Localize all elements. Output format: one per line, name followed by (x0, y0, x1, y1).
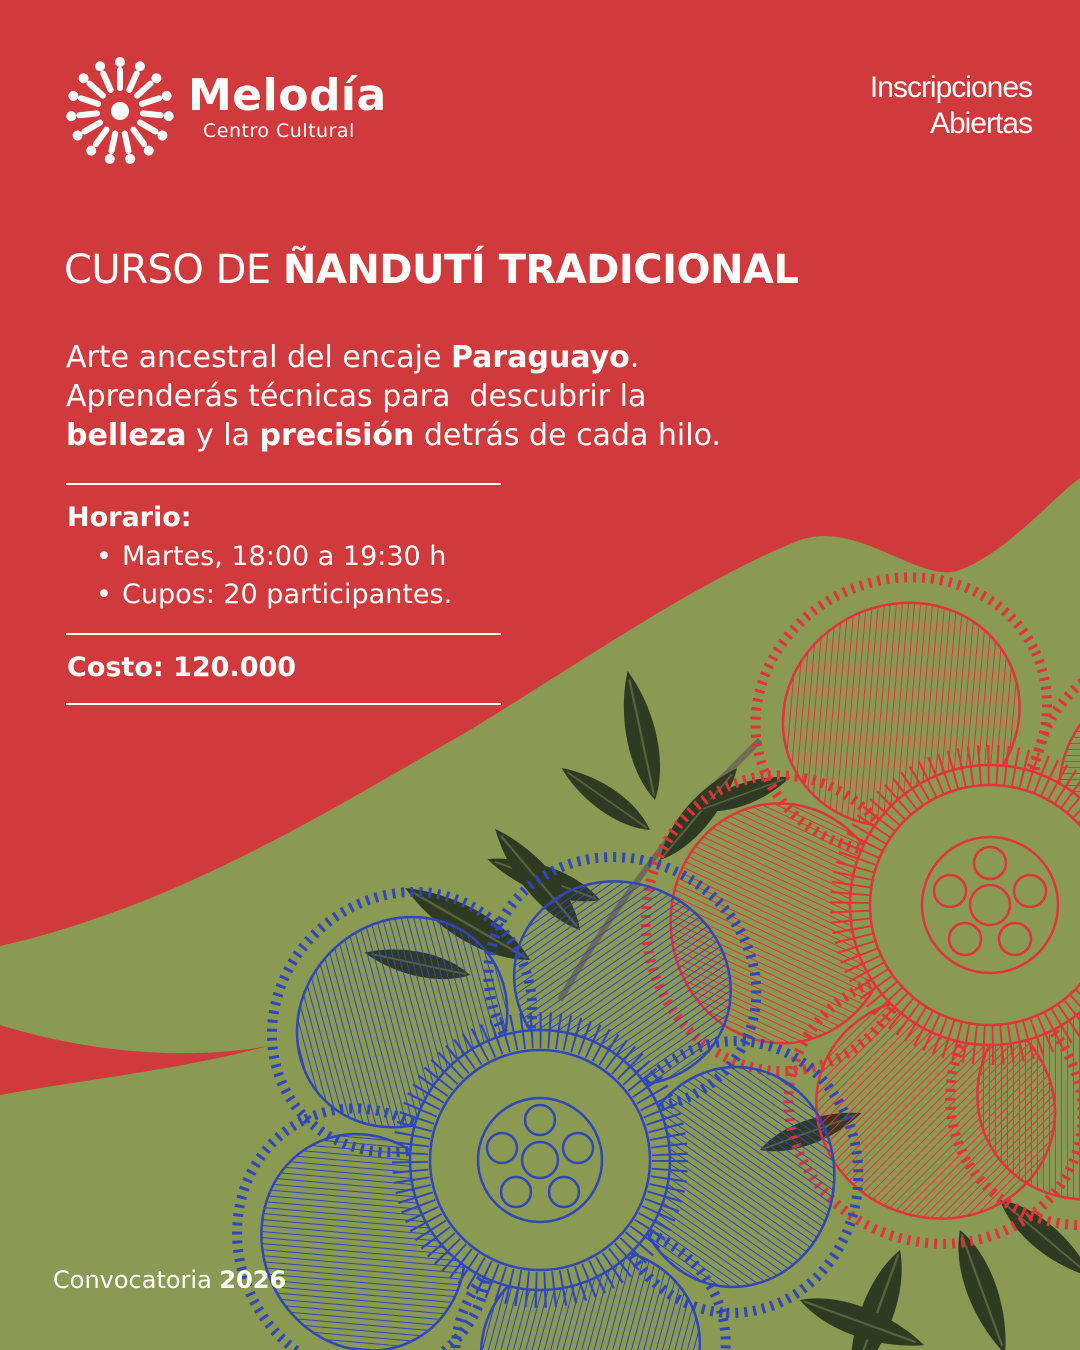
desc-bold: precisión (259, 418, 415, 453)
desc-text: . (629, 340, 640, 375)
footer-label: Convocatoria (53, 1266, 220, 1294)
footer-call (53, 1266, 286, 1294)
desc-bold: belleza (66, 418, 187, 453)
schedule-list (96, 538, 452, 614)
desc-text: Arte ancestral del encaje (66, 340, 451, 375)
title-prefix: CURSO DE (64, 247, 283, 293)
cost-label: Costo: 120.000 (67, 652, 297, 683)
divider (66, 703, 501, 705)
title-emphasis: ÑANDUTÍ TRADICIONAL (282, 247, 799, 293)
footer-year: 2026 (219, 1266, 287, 1294)
badge-line-1: Inscripciones (869, 71, 1032, 104)
desc-bold: Paraguayo (451, 340, 630, 375)
schedule-label: Horario: (67, 502, 192, 533)
registration-badge (870, 70, 1032, 142)
desc-text: Aprenderás técnicas para descubrir la (66, 379, 647, 414)
list-item: • Martes, 18:00 a 19:30 h (96, 538, 452, 576)
brand-subtitle: Centro Cultural (203, 120, 355, 142)
desc-text: y la (186, 418, 260, 453)
course-title (64, 244, 798, 296)
burst-flower-icon (64, 56, 176, 166)
desc-text: detrás de cada hilo. (414, 418, 721, 453)
divider (66, 483, 501, 485)
course-description (66, 338, 826, 455)
divider (66, 633, 501, 635)
brand-name: Melodía (188, 70, 387, 121)
brand-logo[interactable] (64, 56, 387, 166)
badge-line-2: Abiertas (929, 107, 1032, 140)
list-item: • Cupos: 20 participantes. (96, 576, 452, 614)
